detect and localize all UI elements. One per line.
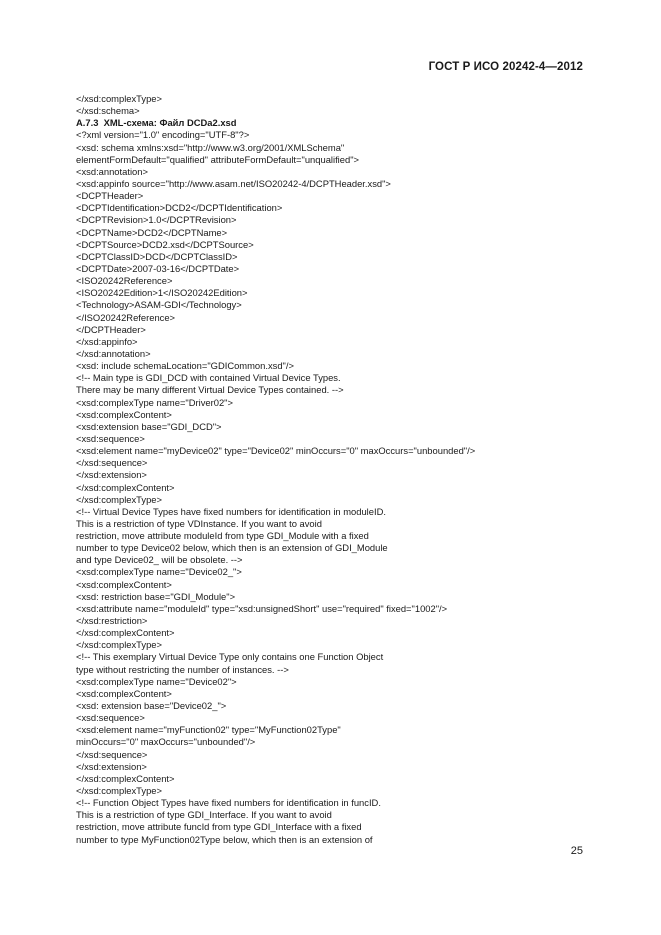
code-line: </xsd:complexContent> <box>76 481 175 493</box>
code-line: type without restricting the number of instances. --> <box>76 663 289 675</box>
code-line: <xsd:extension base="GDI_DCD"> <box>76 420 222 432</box>
code-line: <xsd:attribute name="moduleId" type="xsd:unsignedShort" use="required" fixed="1002"/> <box>76 602 448 614</box>
code-line: <xsd:complexType name="Device02_"> <box>76 566 242 578</box>
code-line: minOccurs="0" maxOccurs="unbounded"/> <box>76 736 256 748</box>
code-line: <xsd: extension base="Device02_"> <box>76 700 227 712</box>
section-heading: A.7.3 XML-схема: Файл DCDa2.xsd <box>76 117 237 129</box>
code-line: </xsd:complexContent> <box>76 772 175 784</box>
code-line: elementFormDefault="qualified" attributeFormDefault="unqualified"> <box>76 153 359 165</box>
code-line: </xsd:sequence> <box>76 457 148 469</box>
code-line: </xsd:extension> <box>76 469 147 481</box>
code-line: <DCPTRevision>1.0</DCPTRevision> <box>76 214 237 226</box>
page-number: 25 <box>570 845 583 857</box>
code-line: <xsd: restriction base="GDI_Module"> <box>76 590 236 602</box>
code-line: <xsd:complexContent> <box>76 578 172 590</box>
standard-designation: ГОСТ Р ИСО 20242-4—2012 <box>428 61 583 73</box>
code-line: This is a restriction of type VDInstance. If you want to avoid <box>76 517 322 529</box>
code-line: <Technology>ASAM-GDI</Technology> <box>76 299 242 311</box>
code-line: number to type MyFunction02Type below, which then is an extension of <box>76 833 373 845</box>
code-line: </xsd:restriction> <box>76 615 148 627</box>
code-line: <DCPTHeader> <box>76 190 144 202</box>
code-line: <ISO20242Reference> <box>76 275 173 287</box>
code-line: </xsd:complexType> <box>76 639 162 651</box>
code-line: <xsd:annotation> <box>76 165 148 177</box>
code-line: </xsd:complexType> <box>76 493 162 505</box>
code-line: </xsd:extension> <box>76 760 147 772</box>
code-line: restriction, move attribute moduleId from type GDI_Module with a fixed <box>76 530 369 542</box>
code-line: This is a restriction of type GDI_Interface. If you want to avoid <box>76 809 332 821</box>
code-line: number to type Device02 below, which then is an extension of GDI_Module <box>76 542 388 554</box>
code-line: and type Device02_ will be obsolete. --> <box>76 554 243 566</box>
code-line: <ISO20242Edition>1</ISO20242Edition> <box>76 287 248 299</box>
code-line: </xsd:annotation> <box>76 347 151 359</box>
code-line: </xsd:complexType> <box>76 93 162 104</box>
code-line: <!-- Main type is GDI_DCD with contained Virtual Device Types. <box>76 372 341 384</box>
code-line: </xsd:schema> <box>76 105 140 117</box>
code-line: <!-- Virtual Device Types have fixed numbers for identification in moduleID. <box>76 505 386 517</box>
code-line: <DCPTDate>2007-03-16</DCPTDate> <box>76 262 240 274</box>
code-line: <xsd:sequence> <box>76 432 145 444</box>
code-line: <xsd:sequence> <box>76 712 145 724</box>
code-line: <!-- This exemplary Virtual Device Type only contains one Function Object <box>76 651 384 663</box>
code-line: </DCPTHeader> <box>76 323 146 335</box>
code-line: <!-- Function Object Types have fixed numbers for identification in funcID. <box>76 797 381 809</box>
code-line: <xsd: schema xmlns:xsd="http://www.w3.org/2001/XMLSchema" <box>76 141 345 153</box>
code-line: <DCPTIdentification>DCD2</DCPTIdentification> <box>76 202 283 214</box>
code-line: <xsd:complexType name="Driver02"> <box>76 396 233 408</box>
code-line: </xsd:sequence> <box>76 748 148 760</box>
code-line: restriction, move attribute funcId from type GDI_Interface with a fixed <box>76 821 362 833</box>
code-line: </ISO20242Reference> <box>76 311 176 323</box>
code-line: </xsd:complexType> <box>76 785 162 797</box>
code-line: <xsd:complexType name="Device02"> <box>76 675 237 687</box>
code-line: <xsd:complexContent> <box>76 408 172 420</box>
code-line: </xsd:appinfo> <box>76 335 138 347</box>
code-line: <xsd:element name="myFunction02" type="MyFunction02Type" <box>76 724 341 736</box>
code-line: <DCPTName>DCD2</DCPTName> <box>76 226 228 238</box>
code-line: </xsd:complexContent> <box>76 627 175 639</box>
code-line: There may be many different Virtual Device Types contained. --> <box>76 384 344 396</box>
code-line: <xsd:element name="myDevice02" type="Device02" minOccurs="0" maxOccurs="unbounded"/> <box>76 445 476 457</box>
code-line: <xsd: include schemaLocation="GDICommon.xsd"/> <box>76 360 294 372</box>
code-line: <DCPTSource>DCD2.xsd</DCPTSource> <box>76 238 254 250</box>
code-line: <xsd:appinfo source="http://www.asam.net/ISO20242-4/DCPTHeader.xsd"> <box>76 177 391 189</box>
code-line: <?xml version="1.0" encoding="UTF-8"?> <box>76 129 250 141</box>
code-line: <xsd:complexContent> <box>76 687 172 699</box>
xml-listing <box>76 93 596 846</box>
code-line: <DCPTClassID>DCD</DCPTClassID> <box>76 250 238 262</box>
